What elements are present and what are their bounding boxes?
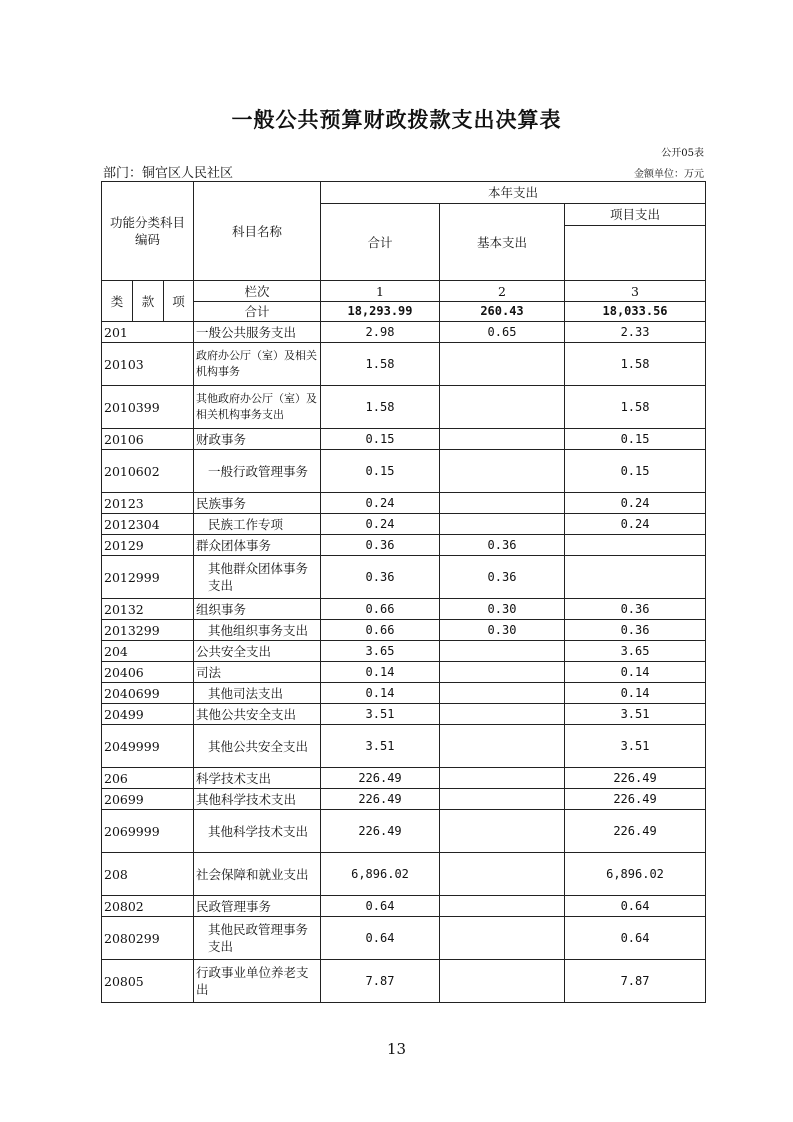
row-basic <box>440 493 565 514</box>
row-basic <box>440 343 565 386</box>
row-code: 20499 <box>102 704 194 725</box>
row-name: 公共安全支出 <box>194 641 321 662</box>
row-basic <box>440 853 565 896</box>
row-name: 财政事务 <box>194 429 321 450</box>
row-project: 226.49 <box>565 789 706 810</box>
current-year-header: 本年支出 <box>321 182 706 204</box>
row-total: 2.98 <box>321 322 440 343</box>
row-name: 一般公共服务支出 <box>194 322 321 343</box>
row-basic <box>440 429 565 450</box>
row-basic <box>440 450 565 493</box>
row-total: 0.14 <box>321 683 440 704</box>
column-no-3: 3 <box>565 281 706 302</box>
row-code: 2012304 <box>102 514 194 535</box>
row-code: 2040699 <box>102 683 194 704</box>
row-name: 其他公共安全支出 <box>194 725 321 768</box>
row-name: 其他民政管理事务支出 <box>194 917 321 960</box>
row-basic: 0.65 <box>440 322 565 343</box>
row-project: 0.64 <box>565 917 706 960</box>
row-project: 3.65 <box>565 641 706 662</box>
totals-project: 18,033.56 <box>565 302 706 322</box>
row-code: 20129 <box>102 535 194 556</box>
total-header: 合计 <box>321 204 440 281</box>
row-basic <box>440 386 565 429</box>
row-total: 0.36 <box>321 556 440 599</box>
row-total: 0.24 <box>321 514 440 535</box>
row-code: 20132 <box>102 599 194 620</box>
row-total: 0.64 <box>321 917 440 960</box>
row-project <box>565 535 706 556</box>
lei-header: 类 <box>102 281 133 322</box>
row-project: 6,896.02 <box>565 853 706 896</box>
row-code: 20802 <box>102 896 194 917</box>
row-basic <box>440 641 565 662</box>
row-basic <box>440 789 565 810</box>
totals-label: 合计 <box>194 302 321 322</box>
row-total: 0.15 <box>321 450 440 493</box>
row-project: 0.14 <box>565 662 706 683</box>
column-no-2: 2 <box>440 281 565 302</box>
row-project: 0.36 <box>565 599 706 620</box>
row-name: 科学技术支出 <box>194 768 321 789</box>
row-total: 0.15 <box>321 429 440 450</box>
row-name: 民族工作专项 <box>194 514 321 535</box>
row-basic: 0.30 <box>440 599 565 620</box>
row-code: 201 <box>102 322 194 343</box>
row-total: 1.58 <box>321 386 440 429</box>
row-name: 司法 <box>194 662 321 683</box>
row-code: 204 <box>102 641 194 662</box>
project-header: 项目支出 <box>565 204 706 226</box>
row-total: 6,896.02 <box>321 853 440 896</box>
row-name: 一般行政管理事务 <box>194 450 321 493</box>
row-project: 226.49 <box>565 768 706 789</box>
expenditure-table <box>101 181 706 1003</box>
row-basic <box>440 514 565 535</box>
row-basic <box>440 725 565 768</box>
row-total: 7.87 <box>321 960 440 1003</box>
row-name: 社会保障和就业支出 <box>194 853 321 896</box>
column-no-1: 1 <box>321 281 440 302</box>
row-total: 226.49 <box>321 768 440 789</box>
row-code: 20123 <box>102 493 194 514</box>
totals-basic: 260.43 <box>440 302 565 322</box>
row-basic <box>440 683 565 704</box>
page-title: 一般公共预算财政拨款支出决算表 <box>231 108 562 132</box>
xiang-header: 项 <box>164 281 194 322</box>
subject-name-header: 科目名称 <box>194 182 321 281</box>
row-basic <box>440 896 565 917</box>
row-total: 226.49 <box>321 810 440 853</box>
row-project: 1.58 <box>565 343 706 386</box>
row-basic: 0.36 <box>440 556 565 599</box>
project-subheader-blank <box>565 226 706 281</box>
row-code: 2010602 <box>102 450 194 493</box>
row-project: 0.24 <box>565 493 706 514</box>
row-code: 20103 <box>102 343 194 386</box>
row-name: 行政事业单位养老支出 <box>194 960 321 1003</box>
row-name: 其他组织事务支出 <box>194 620 321 641</box>
row-code: 2013299 <box>102 620 194 641</box>
row-total: 1.58 <box>321 343 440 386</box>
row-total: 3.51 <box>321 725 440 768</box>
row-total: 0.66 <box>321 599 440 620</box>
row-project: 0.36 <box>565 620 706 641</box>
form-number: 公开05表 <box>661 148 704 159</box>
row-basic <box>440 662 565 683</box>
row-basic: 0.36 <box>440 535 565 556</box>
row-basic <box>440 917 565 960</box>
row-basic <box>440 704 565 725</box>
row-name: 民族事务 <box>194 493 321 514</box>
row-total: 3.65 <box>321 641 440 662</box>
row-total: 0.64 <box>321 896 440 917</box>
row-project: 0.24 <box>565 514 706 535</box>
row-code: 206 <box>102 768 194 789</box>
row-project: 0.14 <box>565 683 706 704</box>
row-code: 2012999 <box>102 556 194 599</box>
row-code: 20406 <box>102 662 194 683</box>
row-name: 组织事务 <box>194 599 321 620</box>
row-project: 7.87 <box>565 960 706 1003</box>
row-code: 2010399 <box>102 386 194 429</box>
row-name: 其他科学技术支出 <box>194 810 321 853</box>
column-no-label: 栏次 <box>194 281 321 302</box>
row-name: 民政管理事务 <box>194 896 321 917</box>
row-basic <box>440 768 565 789</box>
row-code: 20805 <box>102 960 194 1003</box>
page-number: 13 <box>386 1040 407 1058</box>
row-total: 0.24 <box>321 493 440 514</box>
row-total: 0.36 <box>321 535 440 556</box>
totals-total: 18,293.99 <box>321 302 440 322</box>
row-code: 208 <box>102 853 194 896</box>
row-total: 226.49 <box>321 789 440 810</box>
row-project <box>565 556 706 599</box>
row-basic <box>440 960 565 1003</box>
row-name: 其他公共安全支出 <box>194 704 321 725</box>
row-code: 2069999 <box>102 810 194 853</box>
row-name: 其他政府办公厅（室）及相关机构事务支出 <box>194 386 321 429</box>
row-code: 2049999 <box>102 725 194 768</box>
department-label: 部门：铜官区人民社区 <box>103 166 234 181</box>
row-name: 其他科学技术支出 <box>194 789 321 810</box>
row-basic: 0.30 <box>440 620 565 641</box>
row-project: 2.33 <box>565 322 706 343</box>
row-code: 20106 <box>102 429 194 450</box>
row-total: 3.51 <box>321 704 440 725</box>
row-basic <box>440 810 565 853</box>
basic-header: 基本支出 <box>440 204 565 281</box>
row-project: 0.15 <box>565 450 706 493</box>
row-code: 20699 <box>102 789 194 810</box>
row-name: 其他群众团体事务支出 <box>194 556 321 599</box>
row-name: 其他司法支出 <box>194 683 321 704</box>
row-code: 2080299 <box>102 917 194 960</box>
row-project: 3.51 <box>565 704 706 725</box>
row-total: 0.66 <box>321 620 440 641</box>
kuan-header: 款 <box>133 281 164 322</box>
row-project: 0.15 <box>565 429 706 450</box>
row-project: 3.51 <box>565 725 706 768</box>
row-project: 1.58 <box>565 386 706 429</box>
func-code-header: 功能分类科目编码 <box>102 182 194 281</box>
row-name: 群众团体事务 <box>194 535 321 556</box>
amount-unit: 金额单位：万元 <box>634 169 704 180</box>
row-project: 0.64 <box>565 896 706 917</box>
row-project: 226.49 <box>565 810 706 853</box>
row-name: 政府办公厅（室）及相关机构事务 <box>194 343 321 386</box>
row-total: 0.14 <box>321 662 440 683</box>
